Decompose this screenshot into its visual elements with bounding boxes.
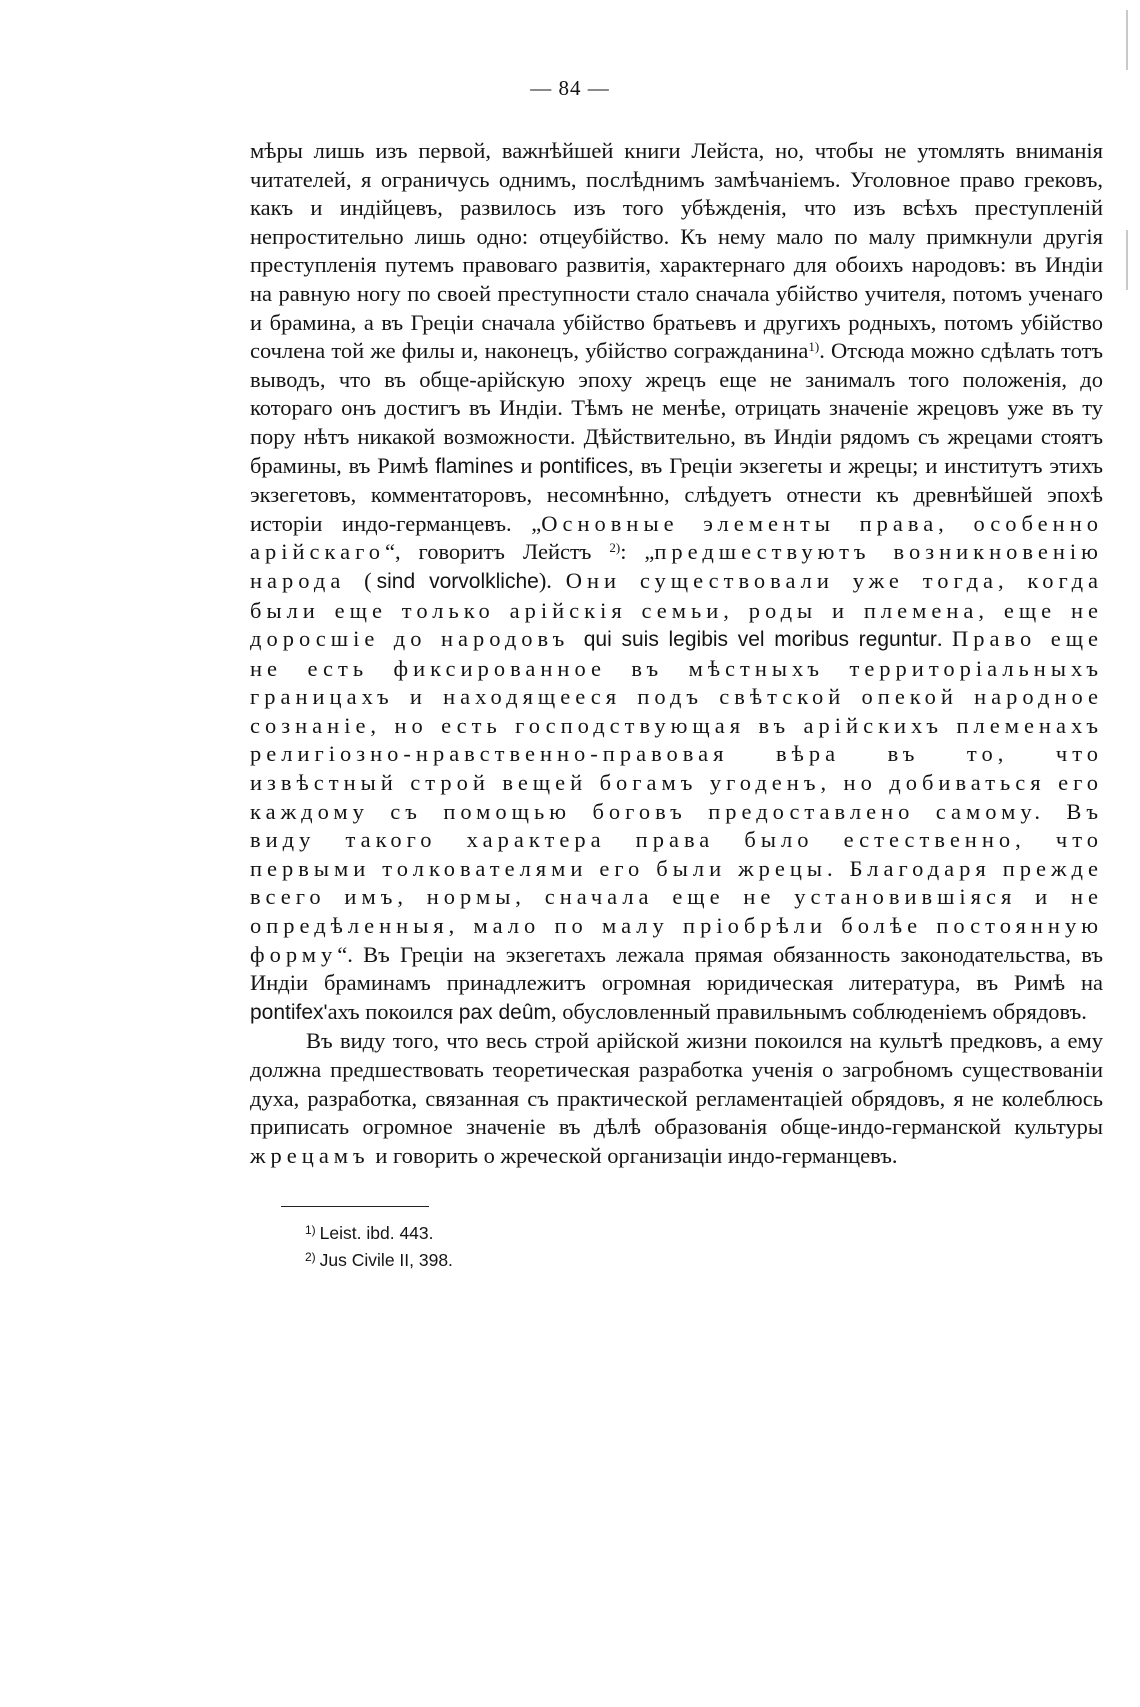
latin-term: pontifex' [250, 1000, 328, 1024]
text-run: , обусловленный правильнымъ соблюденіемъ обрядовъ. [551, 998, 1087, 1024]
spaced-emphasis-text: Основные элементы права, особенно арійскаго [250, 510, 1103, 565]
latin-term: pontifices [539, 454, 629, 478]
text-run: . Отсюда можно сдѣлать тотъ выводъ, что въ обще-арійскую эпоху жрецъ еще не занималъ того положенія, до котораго онъ достигъ въ Индіи. Тѣмъ не менѣе, отрицать значеніе жрецовъ уже въ ту пору нѣтъ никакой возможности. Дѣйствительно, въ Индіи рядомъ съ жрецами стоятъ брамины, въ Римѣ [250, 338, 1104, 478]
paragraph [250, 137, 1103, 1027]
text-run: ахъ покоился [327, 998, 459, 1024]
spaced-emphasis-text: жрецамъ [250, 1142, 370, 1168]
spaced-emphasis-text: предшествуютъ возникновенію народа ( [250, 539, 1103, 593]
footnotes [305, 1218, 453, 1272]
latin-term: qui suis legibis vel moribus reguntur [583, 628, 937, 652]
text-run: ). [538, 567, 566, 593]
text-run: : „ [620, 539, 655, 565]
text-run: мѣры лишь изъ первой, важнѣйшей книги Лейста, но, чтобы не утомлять вниманія читателей, я ограничусь однимъ, послѣднимъ замѣчаніемъ. Уголовное право грековъ, какъ и индійцевъ, развилось изъ того убѣжденія, что изъ всѣхъ преступленій непростительно лишь одно: отцеубійство. Къ нему мало по малу примкнули другія преступленія путемъ правоваго развитія, характернаго для обоихъ народовъ: въ Индіи на равную ногу по своей преступности стало сначала убійство учителя, потомъ ученаго и брамина, а въ Греціи сначала убійство братьевъ и другихъ родныхъ, потомъ убійство сочлена той же филы и, наконецъ, убійство согражданина [250, 138, 1103, 364]
footnote [305, 1218, 453, 1245]
scan-edge-mark [1126, 230, 1128, 290]
latin-term: sind vorvolkliche [376, 569, 539, 593]
footnote-mark: 1) [305, 1223, 316, 1237]
footnote-mark: 2) [305, 1250, 316, 1264]
text-run: и [513, 452, 540, 478]
text-run: , въ Греціи экзегеты и жрецы; и институтъ этихъ экзегетовъ, комментаторовъ, несомнѣнно, слѣдуетъ отнести къ древнѣйшей эпохѣ исторіи индо-германцевъ. „ [250, 452, 1103, 536]
scan-edge-mark [1126, 10, 1128, 70]
latin-term: pax deûm [458, 1000, 551, 1024]
main-text [250, 137, 1103, 1170]
footnote-text: Jus Civile II, 398. [319, 1250, 453, 1270]
page-number: — 84 — [530, 76, 610, 100]
text-run: . [936, 626, 953, 652]
footnote-reference: 1) [808, 339, 820, 355]
footnote [305, 1245, 453, 1272]
footnote-text: Leist. ibd. 443. [319, 1223, 434, 1243]
text-run: “. Въ Греціи на экзегетахъ лежала прямая обязанность законодательства, въ Индіи браминамъ принадлежитъ огромная юридическая литература, въ Римѣ на [250, 941, 1103, 996]
paragraph [250, 1027, 1103, 1170]
text-run: “, говоритъ Лейстъ [385, 539, 610, 565]
latin-term: flamines [435, 454, 514, 478]
text-run: Въ виду того, что весь строй арійской жизни покоился на культѣ предковъ, а ему должна предшествовать теоретическая разработка ученія о загробномъ существованіи духа, разработка, связанная съ практической регламентаціей обрядовъ, я не колеблюсь приписать огромное значеніе въ дѣлѣ образованія обще-индо-германской культуры [250, 1028, 1103, 1140]
spaced-emphasis-text: Право еще не есть фиксированное въ мѣстныхъ территоріальныхъ границахъ и находящееся подъ свѣтской опекой народное сознаніе, но есть господствующая въ арійскихъ племенахъ религіозно-нравственно-правовая вѣра въ то, что извѣстный строй вещей богамъ угоденъ, но добиваться его каждому съ помощью боговъ предоставлено самому. Въ виду такого характера права было естественно, что первыми толкователями его были жрецы. Благодаря прежде всего имъ, нормы, сначала еще не установившіяся и не опредѣленныя, мало по малу пріобрѣли болѣе постоянную форму [250, 626, 1104, 967]
spaced-emphasis-text: Они существовали уже тогда, когда были еще только арійскія семьи, роды и племена, еще не доросшіе до народовъ [250, 567, 1104, 652]
footnote-reference: 2) [609, 540, 621, 556]
text-run: и говорить о жреческой организаціи индо-германцевъ. [369, 1142, 898, 1168]
footnote-separator [281, 1206, 429, 1207]
